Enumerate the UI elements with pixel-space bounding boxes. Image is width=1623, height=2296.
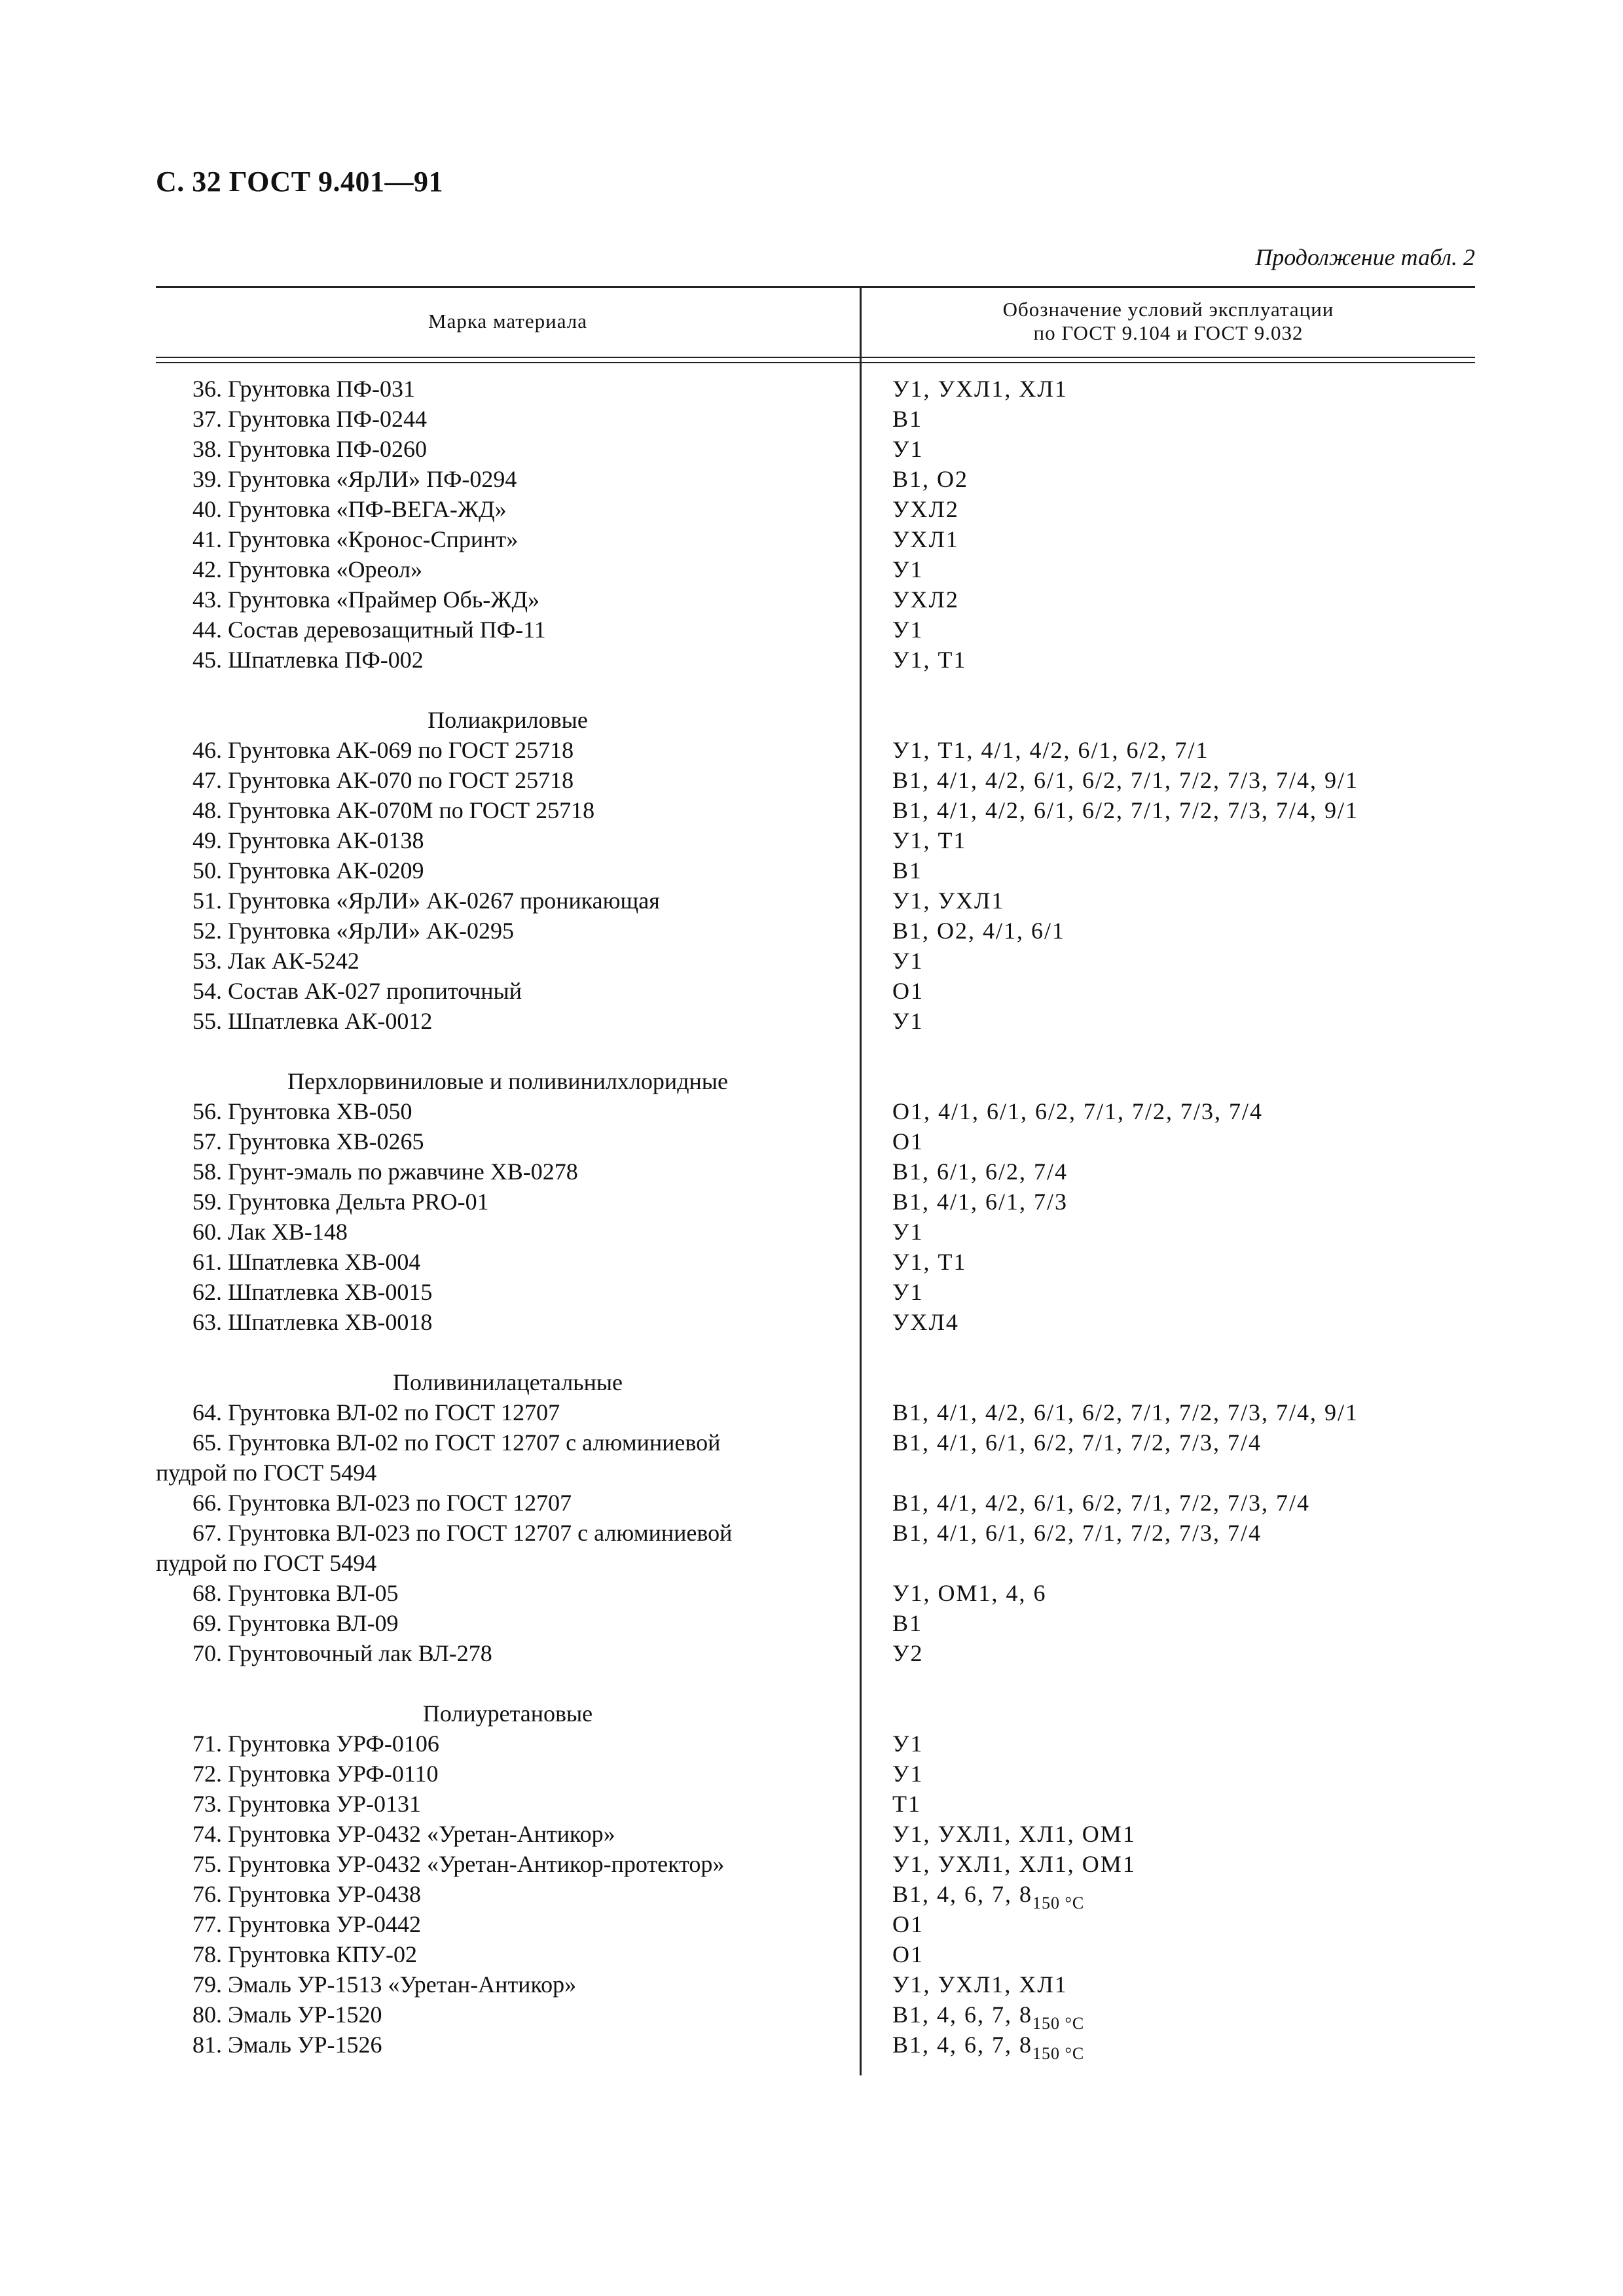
material-cell: 52. Грунтовка «ЯрЛИ» АК-0295 (192, 918, 514, 944)
group-spacer (156, 1036, 1475, 1066)
table-row (156, 795, 1475, 825)
material-cell: 63. Шпатлевка ХВ-0018 (192, 1309, 433, 1335)
table-body (156, 374, 1475, 2063)
material-cell: 61. Шпатлевка ХВ-004 (192, 1249, 421, 1275)
table-row (156, 1488, 1475, 1518)
table-row (156, 464, 1475, 494)
table-row (156, 1518, 1475, 1578)
conditions-cell (892, 645, 966, 675)
conditions-cell (892, 1729, 924, 1759)
conditions-cell (892, 1789, 921, 1819)
column-header-conditions-line1: Обозначение условий эксплуатации (1002, 298, 1334, 321)
material-cell: 49. Грунтовка АК-0138 (192, 827, 424, 853)
material-cell: 57. Грунтовка ХВ-0265 (192, 1128, 424, 1155)
conditions-cell (892, 1518, 1262, 1548)
conditions-cell (892, 1759, 924, 1789)
table-row (156, 1819, 1475, 1849)
group-heading: Поливинилацетальные (392, 1369, 623, 1395)
conditions-text: В1, 4, 6, 7, 8 (892, 1881, 1033, 1907)
table-row (156, 554, 1475, 584)
conditions-cell (892, 976, 924, 1006)
table-row (156, 1217, 1475, 1247)
conditions-cell (892, 1096, 1263, 1126)
conditions-text: О1 (892, 1941, 924, 1967)
table-row (156, 404, 1475, 434)
material-cell: 39. Грунтовка «ЯрЛИ» ПФ-0294 (192, 466, 517, 492)
material-cell: 55. Шпатлевка АК-0012 (192, 1008, 433, 1034)
material-cell-continuation: пудрой по ГОСТ 5494 (156, 1460, 377, 1486)
table-row (156, 2030, 1475, 2063)
material-cell: 71. Грунтовка УРФ-0106 (192, 1731, 439, 1757)
material-cell: 46. Грунтовка АК-069 по ГОСТ 25718 (192, 737, 574, 763)
conditions-text: УХЛ4 (892, 1309, 959, 1335)
conditions-text: В1, 4, 6, 7, 8 (892, 2001, 1033, 2028)
conditions-cell (892, 434, 924, 464)
conditions-text: У1, УХЛ1, ХЛ1 (892, 376, 1068, 402)
table-row (156, 434, 1475, 464)
table-row (156, 1187, 1475, 1217)
table-row (156, 1879, 1475, 1912)
conditions-cell (892, 554, 924, 584)
material-cell: 41. Грунтовка «Кронос-Спринт» (192, 526, 519, 552)
conditions-cell (892, 494, 959, 524)
material-cell: 45. Шпатлевка ПФ-002 (192, 647, 424, 673)
conditions-text: В1, 4/1, 6/1, 6/2, 7/1, 7/2, 7/3, 7/4 (892, 1429, 1262, 1456)
header-rule-1 (156, 357, 1475, 358)
conditions-cell (892, 765, 1359, 795)
conditions-text: У1 (892, 617, 924, 643)
conditions-text: У1, Т1 (892, 647, 967, 673)
conditions-text: У1 (892, 1219, 924, 1245)
material-cell: 78. Грунтовка КПУ-02 (192, 1941, 418, 1967)
conditions-text: В1, 4/1, 4/2, 6/1, 6/2, 7/1, 7/2, 7/3, 7/4 (892, 1490, 1311, 1516)
conditions-cell (892, 825, 966, 855)
conditions-cell (892, 1909, 924, 1939)
table-row (156, 855, 1475, 886)
material-cell: 54. Состав АК-027 пропиточный (192, 978, 522, 1004)
conditions-cell (892, 1879, 1084, 1912)
table-row (156, 1849, 1475, 1879)
conditions-text: У1, Т1 (892, 827, 967, 853)
conditions-cell (892, 1849, 1136, 1879)
conditions-text: У1, Т1, 4/1, 4/2, 6/1, 6/2, 7/1 (892, 737, 1209, 763)
conditions-text: У1 (892, 1761, 924, 1787)
conditions-subscript: 150 °С (1032, 2014, 1085, 2033)
conditions-cell (892, 1247, 966, 1277)
material-cell: 77. Грунтовка УР-0442 (192, 1911, 422, 1937)
conditions-text: В1, О2, 4/1, 6/1 (892, 918, 1066, 944)
table-continuation-note: Продолжение табл. 2 (1255, 244, 1475, 270)
table-row (156, 1789, 1475, 1819)
table-row (156, 615, 1475, 645)
material-cell: 38. Грунтовка ПФ-0260 (192, 436, 427, 462)
table-row (156, 1247, 1475, 1277)
conditions-text: О1 (892, 978, 924, 1004)
column-header-conditions-line2: по ГОСТ 9.104 и ГОСТ 9.032 (1033, 321, 1304, 344)
table-row (156, 1277, 1475, 1307)
conditions-text: В1, 4/1, 4/2, 6/1, 6/2, 7/1, 7/2, 7/3, 7/4, 9/1 (892, 767, 1359, 793)
conditions-cell (892, 1427, 1262, 1458)
conditions-text: У1 (892, 1279, 924, 1305)
conditions-text: УХЛ2 (892, 586, 959, 613)
group-heading: Полиакриловые (428, 707, 588, 733)
table-row (156, 1427, 1475, 1488)
conditions-cell (892, 1187, 1068, 1217)
conditions-cell (892, 2000, 1084, 2032)
conditions-cell (892, 584, 959, 615)
table-row (156, 2000, 1475, 2033)
material-cell: 51. Грунтовка «ЯрЛИ» АК-0267 проникающая (192, 888, 660, 914)
material-cell: 74. Грунтовка УР-0432 «Уретан-Антикор» (192, 1821, 615, 1847)
table-row (156, 1397, 1475, 1427)
conditions-subscript: 150 °С (1032, 2044, 1085, 2063)
table-row (156, 1096, 1475, 1126)
conditions-cell (892, 1969, 1068, 2000)
conditions-cell (892, 1939, 924, 1969)
table-row (156, 494, 1475, 524)
material-cell: 76. Грунтовка УР-0438 (192, 1881, 422, 1907)
conditions-text: У1 (892, 1731, 924, 1757)
conditions-text: В1, 4/1, 6/1, 6/2, 7/1, 7/2, 7/3, 7/4 (892, 1520, 1262, 1546)
conditions-text: Т1 (892, 1791, 921, 1817)
material-cell: 75. Грунтовка УР-0432 «Уретан-Антикор-протектор» (192, 1851, 725, 1877)
material-cell: 36. Грунтовка ПФ-031 (192, 376, 415, 402)
table-row (156, 374, 1475, 404)
header-rule-2 (156, 362, 1475, 363)
table-row (156, 1729, 1475, 1759)
table-row (156, 1157, 1475, 1187)
table-row (156, 1578, 1475, 1608)
table-row (156, 524, 1475, 554)
conditions-text: У1 (892, 1008, 924, 1034)
material-cell: 64. Грунтовка ВЛ-02 по ГОСТ 12707 (192, 1399, 560, 1426)
material-cell: 65. Грунтовка ВЛ-02 по ГОСТ 12707 с алюминиевой (192, 1429, 721, 1456)
conditions-text: О1 (892, 1911, 924, 1937)
material-cell: 80. Эмаль УР-1520 (192, 2001, 382, 2028)
table-row (156, 1126, 1475, 1157)
group-heading: Полиуретановые (422, 1700, 593, 1727)
conditions-cell (892, 404, 922, 434)
conditions-text: В1, 4/1, 4/2, 6/1, 6/2, 7/1, 7/2, 7/3, 7/4, 9/1 (892, 797, 1359, 823)
table-row (156, 1909, 1475, 1939)
table-row (156, 946, 1475, 976)
conditions-cell (892, 524, 959, 554)
material-cell: 81. Эмаль УР-1526 (192, 2032, 382, 2058)
conditions-cell (892, 1157, 1068, 1187)
table-row (156, 916, 1475, 946)
material-cell: 48. Грунтовка АК-070М по ГОСТ 25718 (192, 797, 595, 823)
conditions-cell (892, 1638, 924, 1668)
conditions-text: В1 (892, 406, 923, 432)
table-row (156, 1759, 1475, 1789)
conditions-cell (892, 2030, 1084, 2062)
material-cell: 47. Грунтовка АК-070 по ГОСТ 25718 (192, 767, 574, 793)
conditions-text: У1 (892, 556, 924, 583)
conditions-cell (892, 1819, 1136, 1849)
conditions-text: В1, 4/1, 6/1, 7/3 (892, 1189, 1068, 1215)
conditions-text: У1, ОМ1, 4, 6 (892, 1580, 1047, 1606)
material-cell: 68. Грунтовка ВЛ-05 (192, 1580, 399, 1606)
conditions-cell (892, 1608, 922, 1638)
conditions-cell (892, 1488, 1310, 1518)
group-spacer (156, 1668, 1475, 1698)
table-row (156, 1307, 1475, 1337)
material-cell: 79. Эмаль УР-1513 «Уретан-Антикор» (192, 1971, 577, 1998)
table-row (156, 825, 1475, 855)
table-row (156, 765, 1475, 795)
conditions-text: У1, УХЛ1 (892, 888, 1005, 914)
material-cell: 58. Грунт-эмаль по ржавчине ХВ-0278 (192, 1158, 578, 1185)
table-row (156, 645, 1475, 675)
conditions-text: О1 (892, 1128, 924, 1155)
table-row (156, 1638, 1475, 1668)
table-row (156, 1006, 1475, 1036)
material-cell: 69. Грунтовка ВЛ-09 (192, 1610, 399, 1636)
group-spacer (156, 675, 1475, 705)
conditions-text: УХЛ1 (892, 526, 959, 552)
material-cell-continuation: пудрой по ГОСТ 5494 (156, 1550, 377, 1576)
table-row (156, 735, 1475, 765)
material-cell: 73. Грунтовка УР-0131 (192, 1791, 422, 1817)
conditions-cell (892, 855, 922, 886)
conditions-text: У1, Т1 (892, 1249, 967, 1275)
conditions-cell (892, 886, 1004, 916)
material-cell: 62. Шпатлевка ХВ-0015 (192, 1279, 433, 1305)
conditions-text: В1, 6/1, 6/2, 7/4 (892, 1158, 1068, 1185)
conditions-cell (892, 735, 1209, 765)
material-cell: 44. Состав деревозащитный ПФ-11 (192, 617, 546, 643)
conditions-text: У1 (892, 436, 924, 462)
material-cell: 59. Грунтовка Дельта PRO-01 (192, 1189, 489, 1215)
column-header-material (156, 286, 860, 357)
column-header-conditions (862, 286, 1475, 357)
material-cell: 72. Грунтовка УРФ-0110 (192, 1761, 439, 1787)
conditions-text: УХЛ2 (892, 496, 959, 522)
conditions-text: В1 (892, 857, 923, 884)
conditions-text: В1, 4, 6, 7, 8 (892, 2032, 1033, 2058)
material-cell: 67. Грунтовка ВЛ-023 по ГОСТ 12707 с алюминиевой (192, 1520, 733, 1546)
conditions-cell (892, 1578, 1047, 1608)
conditions-text: В1, 4/1, 4/2, 6/1, 6/2, 7/1, 7/2, 7/3, 7/4, 9/1 (892, 1399, 1359, 1426)
material-cell: 43. Грунтовка «Праймер Обь-ЖД» (192, 586, 540, 613)
table-row (156, 1969, 1475, 2000)
conditions-cell (892, 795, 1359, 825)
conditions-text: У1, УХЛ1, ХЛ1, ОМ1 (892, 1851, 1136, 1877)
conditions-cell (892, 916, 1065, 946)
material-cell: 53. Лак АК-5242 (192, 948, 359, 974)
table-row (156, 1939, 1475, 1969)
page-title: С. 32 ГОСТ 9.401—91 (156, 166, 444, 198)
column-header-material-label: Марка материала (428, 310, 587, 332)
table-row (156, 976, 1475, 1006)
conditions-cell (892, 1277, 924, 1307)
conditions-cell (892, 615, 924, 645)
material-cell: 50. Грунтовка АК-0209 (192, 857, 424, 884)
conditions-subscript: 150 °С (1032, 1893, 1085, 1912)
conditions-cell (892, 1217, 924, 1247)
table-row (156, 1608, 1475, 1638)
conditions-text: У1, УХЛ1, ХЛ1, ОМ1 (892, 1821, 1136, 1847)
material-cell: 37. Грунтовка ПФ-0244 (192, 406, 427, 432)
table-row (156, 886, 1475, 916)
material-cell: 40. Грунтовка «ПФ-ВЕГА-ЖД» (192, 496, 507, 522)
conditions-text: У1, УХЛ1, ХЛ1 (892, 1971, 1068, 1998)
material-cell: 56. Грунтовка ХВ-050 (192, 1098, 412, 1124)
conditions-cell (892, 1006, 924, 1036)
conditions-text: В1 (892, 1610, 923, 1636)
conditions-cell (892, 1307, 959, 1337)
group-heading: Перхлорвиниловые и поливинилхлоридные (287, 1068, 728, 1094)
conditions-cell (892, 374, 1068, 404)
conditions-cell (892, 1397, 1359, 1427)
conditions-cell (892, 1126, 924, 1157)
conditions-text: О1, 4/1, 6/1, 6/2, 7/1, 7/2, 7/3, 7/4 (892, 1098, 1264, 1124)
material-cell: 60. Лак ХВ-148 (192, 1219, 348, 1245)
material-cell: 66. Грунтовка ВЛ-023 по ГОСТ 12707 (192, 1490, 572, 1516)
conditions-text: В1, О2 (892, 466, 969, 492)
material-cell: 70. Грунтовочный лак ВЛ-278 (192, 1640, 492, 1666)
material-cell: 42. Грунтовка «Ореол» (192, 556, 422, 583)
conditions-cell (892, 946, 924, 976)
conditions-text: У2 (892, 1640, 924, 1666)
conditions-cell (892, 464, 968, 494)
group-spacer (156, 1337, 1475, 1367)
conditions-text: У1 (892, 948, 924, 974)
table-row (156, 584, 1475, 615)
